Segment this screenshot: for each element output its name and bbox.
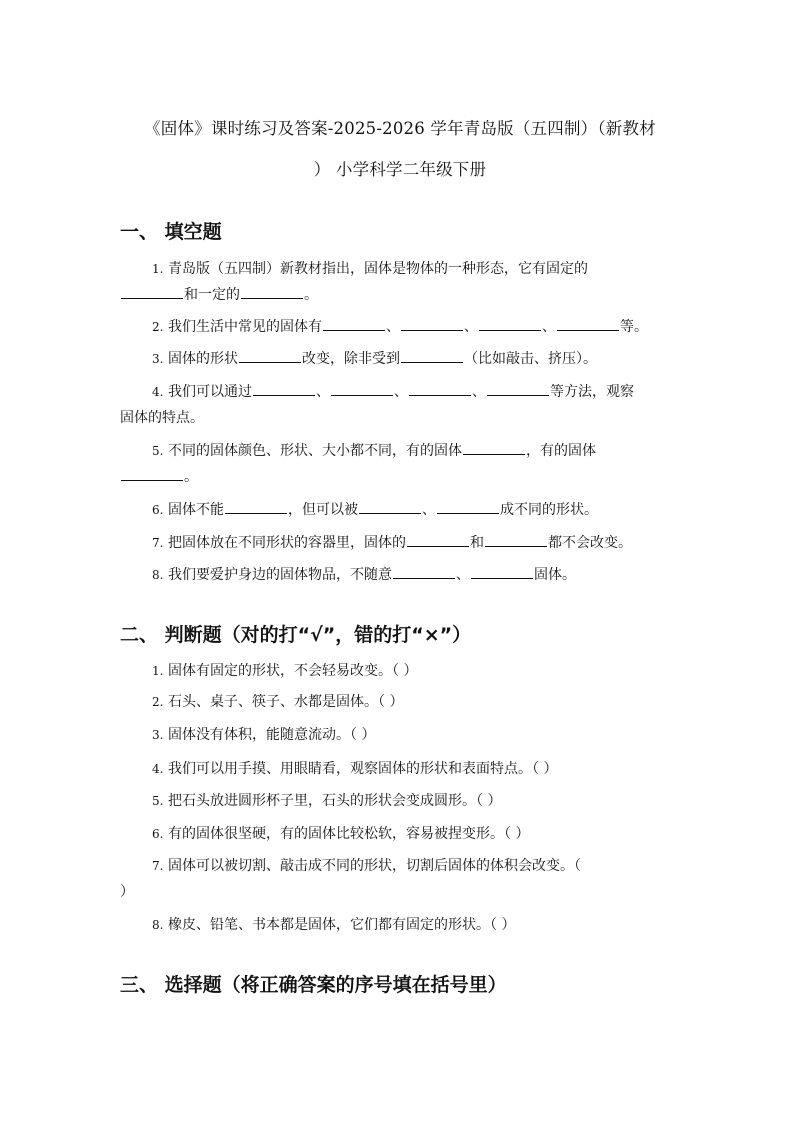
- section-heading-true-false: 二、 判断题（对的打“√”，错的打“×”）: [120, 624, 472, 646]
- answer-blank[interactable]: [479, 317, 541, 331]
- answer-blank[interactable]: [401, 317, 463, 331]
- question-3: [152, 349, 682, 369]
- separator: 、: [394, 384, 408, 400]
- answer-blank[interactable]: [407, 533, 469, 547]
- question-text: ，但可以被: [288, 502, 358, 518]
- question-text: 和一定的: [184, 287, 240, 303]
- judgment-item: [152, 915, 682, 935]
- question-number: 2.: [152, 695, 164, 709]
- judgment-item: [152, 759, 682, 779]
- question-text: 不同的固体颜色、形状、大小都不同，有的固体: [168, 443, 462, 459]
- question-text: 石头、桌子、筷子、水都是固体。（ ）: [168, 694, 404, 710]
- question-text: 把石头放进圆形杯子里，石头的形状会变成圆形。（ ）: [168, 793, 502, 809]
- answer-blank[interactable]: [121, 285, 183, 299]
- answer-blank[interactable]: [241, 285, 303, 299]
- question-1-line2: [120, 285, 680, 305]
- answer-blank[interactable]: [253, 382, 315, 396]
- document-title-line1: 《固体》课时练习及答案-2025-2026 学年青岛版（五四制）（新教材: [144, 119, 656, 138]
- question-number: 7.: [152, 536, 164, 550]
- answer-blank[interactable]: [409, 382, 471, 396]
- question-number: 1.: [152, 664, 164, 678]
- question-text: 把固体放在不同形状的容器里，固体的: [168, 535, 406, 551]
- answer-blank[interactable]: [471, 565, 533, 579]
- question-text: 改变，除非受到: [302, 351, 400, 367]
- question-text: 等。: [620, 319, 648, 335]
- question-text: 。: [184, 469, 198, 485]
- separator: 、: [472, 384, 486, 400]
- question-text: （比如敲击、挤压）。: [464, 351, 597, 367]
- question-4-line1: [152, 382, 682, 402]
- judgment-item-continuation: ）: [120, 884, 134, 900]
- question-number: 8.: [152, 568, 164, 582]
- answer-blank[interactable]: [487, 382, 549, 396]
- separator: 、: [316, 384, 330, 400]
- judgment-item: [152, 791, 682, 811]
- answer-blank[interactable]: [225, 500, 287, 514]
- question-7: [152, 533, 682, 553]
- separator: 、: [464, 319, 478, 335]
- answer-blank[interactable]: [323, 317, 385, 331]
- section-heading-fill-blank: 一、 填空题: [120, 221, 222, 243]
- answer-blank[interactable]: [121, 467, 183, 481]
- question-number: 5.: [152, 444, 164, 458]
- answer-blank[interactable]: [239, 349, 301, 363]
- question-8: [152, 565, 682, 585]
- question-text: 和: [470, 535, 484, 551]
- question-number: 1.: [152, 262, 164, 276]
- separator: 、: [386, 319, 400, 335]
- answer-blank[interactable]: [331, 382, 393, 396]
- question-text: 固体可以被切割、敲击成不同的形状，切割后固体的体积会改变。（: [168, 858, 581, 874]
- question-6: [152, 500, 682, 520]
- question-text: 我们可以用手摸、用眼睛看，观察固体的形状和表面特点。（ ）: [168, 761, 558, 777]
- separator: 、: [456, 567, 470, 583]
- question-number: 5.: [152, 794, 164, 808]
- question-5-line1: [152, 441, 682, 461]
- question-text: 橡皮、铅笔、书本都是固体，它们都有固定的形状。（ ）: [168, 917, 516, 933]
- question-text: 固体不能: [168, 502, 224, 518]
- answer-blank[interactable]: [401, 349, 463, 363]
- question-5-line2: [120, 467, 680, 487]
- question-number: 4.: [152, 385, 164, 399]
- question-number: 6.: [152, 503, 164, 517]
- section-heading-multiple-choice: 三、 选择题（将正确答案的序号填在括号里）: [120, 974, 507, 996]
- answer-blank[interactable]: [557, 317, 619, 331]
- judgment-item: [152, 824, 682, 844]
- question-text: 青岛版（五四制）新教材指出，固体是物体的一种形态，它有固定的: [168, 261, 588, 277]
- question-number: 4.: [152, 762, 164, 776]
- question-text: 固体有固定的形状，不会轻易改变。（ ）: [168, 663, 418, 679]
- judgment-item: [152, 692, 682, 712]
- answer-blank[interactable]: [437, 500, 499, 514]
- question-number: 3.: [152, 728, 164, 742]
- question-text: 我们生活中常见的固体有: [168, 319, 322, 335]
- separator: 、: [422, 502, 436, 518]
- question-text: 都不会改变。: [548, 535, 632, 551]
- judgment-item: [152, 856, 682, 876]
- question-1-line1: [152, 259, 682, 279]
- answer-blank[interactable]: [359, 500, 421, 514]
- answer-blank[interactable]: [485, 533, 547, 547]
- question-2: [152, 317, 682, 337]
- separator: 、: [542, 319, 556, 335]
- question-text: 固体没有体积，能随意流动。（ ）: [168, 727, 376, 743]
- question-text: ，有的固体: [526, 443, 596, 459]
- answer-blank[interactable]: [393, 565, 455, 579]
- judgment-item: [152, 725, 682, 745]
- answer-blank[interactable]: [463, 441, 525, 455]
- question-4-line2: 固体的特点。: [120, 410, 204, 426]
- question-text: 固体的形状: [168, 351, 238, 367]
- question-text: 固体。: [534, 567, 576, 583]
- question-number: 7.: [152, 859, 164, 873]
- question-number: 3.: [152, 352, 164, 366]
- document-title-line2: ） 小学科学二年级下册: [313, 160, 487, 179]
- judgment-item: [152, 661, 682, 681]
- question-text: 。: [304, 287, 318, 303]
- question-text: 等方法，观察: [550, 384, 634, 400]
- question-number: 2.: [152, 320, 164, 334]
- question-number: 8.: [152, 918, 164, 932]
- question-text: 成不同的形状。: [500, 502, 598, 518]
- question-number: 6.: [152, 827, 164, 841]
- question-text: 有的固体很坚硬，有的固体比较松软，容易被捏变形。（ ）: [168, 826, 530, 842]
- question-text: 我们可以通过: [168, 384, 252, 400]
- question-text: 我们要爱护身边的固体物品，不随意: [168, 567, 392, 583]
